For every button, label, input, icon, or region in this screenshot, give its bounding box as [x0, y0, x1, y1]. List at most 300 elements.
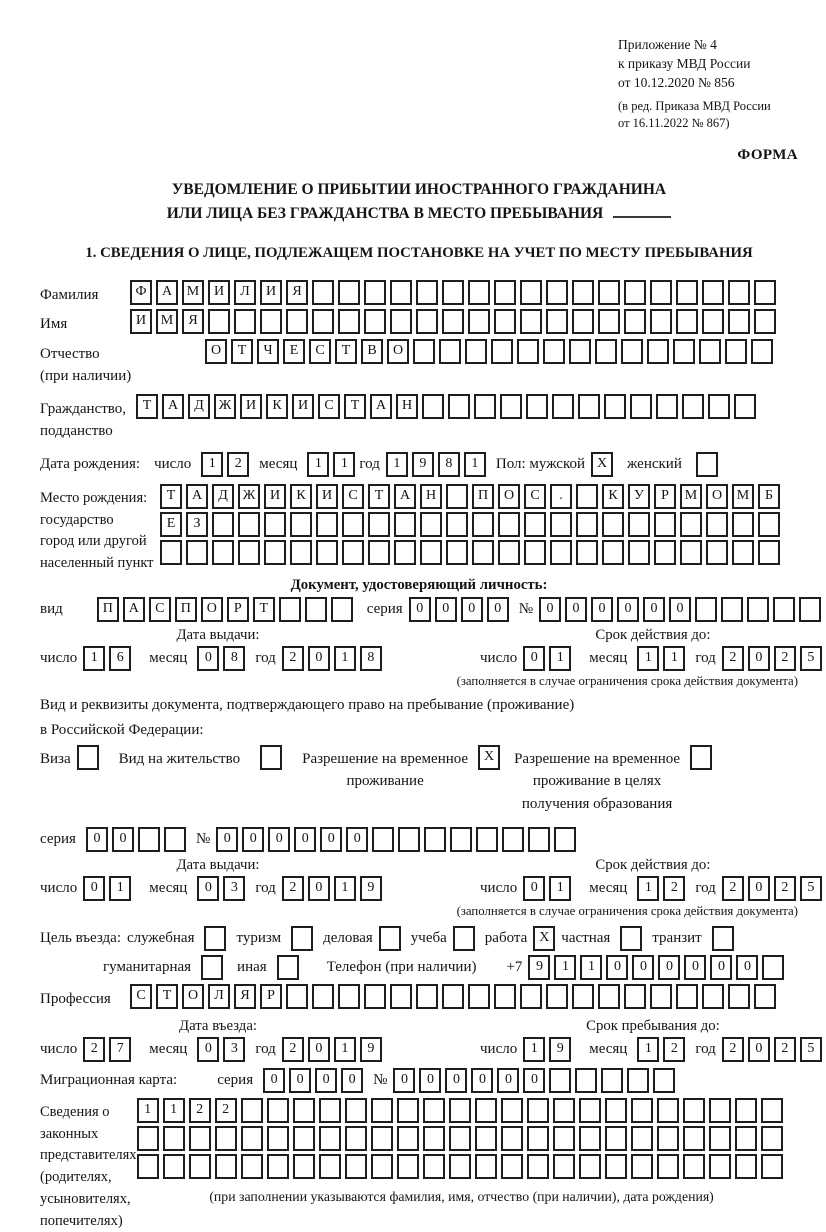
char-cell[interactable] — [491, 339, 513, 364]
char-cell[interactable]: 0 — [308, 646, 330, 671]
visa-checkbox[interactable] — [77, 745, 99, 770]
char-cell[interactable]: Е — [160, 512, 182, 537]
char-cell[interactable] — [241, 1098, 263, 1123]
char-cell[interactable]: С — [149, 597, 171, 622]
char-cell[interactable]: М — [156, 309, 178, 334]
char-cell[interactable]: А — [186, 484, 208, 509]
char-cell[interactable]: 1 — [637, 876, 659, 901]
char-cell[interactable] — [527, 1098, 549, 1123]
char-cell[interactable]: 3 — [223, 1037, 245, 1062]
char-cell[interactable]: М — [732, 484, 754, 509]
char-cell[interactable] — [747, 597, 769, 622]
char-cell[interactable] — [189, 1126, 211, 1151]
char-cell[interactable] — [472, 540, 494, 565]
char-cell[interactable] — [345, 1126, 367, 1151]
char-cell[interactable]: С — [342, 484, 364, 509]
char-cell[interactable] — [312, 280, 334, 305]
char-cell[interactable]: 0 — [461, 597, 483, 622]
purpose-study-checkbox[interactable] — [453, 926, 475, 951]
char-cell[interactable]: М — [182, 280, 204, 305]
char-cell[interactable]: 0 — [268, 827, 290, 852]
char-cell[interactable] — [657, 1126, 679, 1151]
char-cell[interactable]: Т — [156, 984, 178, 1009]
char-cell[interactable]: 0 — [263, 1068, 285, 1093]
char-cell[interactable] — [628, 540, 650, 565]
char-cell[interactable] — [413, 339, 435, 364]
char-cell[interactable] — [650, 280, 672, 305]
char-cell[interactable] — [371, 1098, 393, 1123]
char-cell[interactable] — [501, 1098, 523, 1123]
char-cell[interactable] — [595, 339, 617, 364]
char-cell[interactable] — [761, 1126, 783, 1151]
char-cell[interactable] — [420, 512, 442, 537]
char-cell[interactable] — [695, 597, 717, 622]
char-cell[interactable] — [576, 484, 598, 509]
char-cell[interactable] — [702, 309, 724, 334]
char-cell[interactable]: 0 — [346, 827, 368, 852]
char-cell[interactable]: 2 — [722, 876, 744, 901]
char-cell[interactable]: 0 — [419, 1068, 441, 1093]
char-cell[interactable]: 2 — [774, 876, 796, 901]
char-cell[interactable] — [364, 309, 386, 334]
char-cell[interactable]: 1 — [307, 452, 329, 477]
char-cell[interactable]: 2 — [282, 1037, 304, 1062]
char-cell[interactable] — [422, 394, 444, 419]
char-cell[interactable]: 5 — [800, 1037, 822, 1062]
char-cell[interactable]: 0 — [487, 597, 509, 622]
char-cell[interactable]: 0 — [684, 955, 706, 980]
char-cell[interactable]: 2 — [774, 1037, 796, 1062]
char-cell[interactable] — [290, 512, 312, 537]
char-cell[interactable] — [238, 540, 260, 565]
char-cell[interactable]: 0 — [565, 597, 587, 622]
char-cell[interactable]: А — [370, 394, 392, 419]
char-cell[interactable] — [267, 1126, 289, 1151]
char-cell[interactable] — [683, 1154, 705, 1179]
purpose-other-checkbox[interactable] — [277, 955, 299, 980]
char-cell[interactable] — [475, 1154, 497, 1179]
char-cell[interactable]: 8 — [438, 452, 460, 477]
char-cell[interactable] — [773, 597, 795, 622]
char-cell[interactable] — [189, 1154, 211, 1179]
char-cell[interactable] — [446, 484, 468, 509]
char-cell[interactable]: У — [628, 484, 650, 509]
char-cell[interactable] — [138, 827, 160, 852]
char-cell[interactable]: 0 — [308, 876, 330, 901]
char-cell[interactable] — [372, 827, 394, 852]
char-cell[interactable] — [449, 1154, 471, 1179]
char-cell[interactable] — [316, 512, 338, 537]
char-cell[interactable]: 0 — [308, 1037, 330, 1062]
char-cell[interactable]: О — [201, 597, 223, 622]
char-cell[interactable]: О — [387, 339, 409, 364]
char-cell[interactable] — [290, 540, 312, 565]
char-cell[interactable]: 1 — [83, 646, 105, 671]
char-cell[interactable] — [758, 512, 780, 537]
char-cell[interactable]: 1 — [549, 876, 571, 901]
char-cell[interactable] — [676, 309, 698, 334]
char-cell[interactable] — [735, 1126, 757, 1151]
char-cell[interactable] — [137, 1126, 159, 1151]
char-cell[interactable] — [338, 309, 360, 334]
char-cell[interactable]: И — [264, 484, 286, 509]
char-cell[interactable] — [657, 1098, 679, 1123]
purpose-tourism-checkbox[interactable] — [291, 926, 313, 951]
char-cell[interactable] — [390, 309, 412, 334]
char-cell[interactable] — [501, 1126, 523, 1151]
char-cell[interactable] — [474, 394, 496, 419]
char-cell[interactable] — [732, 512, 754, 537]
char-cell[interactable]: М — [680, 484, 702, 509]
char-cell[interactable]: 9 — [412, 452, 434, 477]
char-cell[interactable]: Т — [344, 394, 366, 419]
char-cell[interactable] — [576, 512, 598, 537]
char-cell[interactable]: 0 — [643, 597, 665, 622]
char-cell[interactable] — [338, 984, 360, 1009]
char-cell[interactable] — [345, 1154, 367, 1179]
char-cell[interactable]: 9 — [528, 955, 550, 980]
purpose-business-checkbox[interactable] — [379, 926, 401, 951]
char-cell[interactable] — [442, 984, 464, 1009]
char-cell[interactable] — [554, 827, 576, 852]
char-cell[interactable]: . — [550, 484, 572, 509]
char-cell[interactable] — [604, 394, 626, 419]
char-cell[interactable]: Р — [654, 484, 676, 509]
char-cell[interactable]: К — [266, 394, 288, 419]
char-cell[interactable] — [517, 339, 539, 364]
char-cell[interactable]: Л — [208, 984, 230, 1009]
char-cell[interactable] — [579, 1154, 601, 1179]
residence-checkbox[interactable] — [260, 745, 282, 770]
char-cell[interactable]: К — [602, 484, 624, 509]
char-cell[interactable]: Т — [253, 597, 275, 622]
char-cell[interactable] — [241, 1126, 263, 1151]
char-cell[interactable] — [476, 827, 498, 852]
char-cell[interactable] — [576, 540, 598, 565]
char-cell[interactable] — [650, 309, 672, 334]
char-cell[interactable]: 1 — [201, 452, 223, 477]
char-cell[interactable]: 0 — [632, 955, 654, 980]
char-cell[interactable] — [286, 309, 308, 334]
char-cell[interactable]: 1 — [663, 646, 685, 671]
char-cell[interactable]: Т — [136, 394, 158, 419]
char-cell[interactable]: 1 — [554, 955, 576, 980]
char-cell[interactable] — [754, 984, 776, 1009]
char-cell[interactable] — [264, 512, 286, 537]
char-cell[interactable]: И — [130, 309, 152, 334]
char-cell[interactable] — [338, 280, 360, 305]
char-cell[interactable] — [598, 309, 620, 334]
char-cell[interactable] — [264, 540, 286, 565]
char-cell[interactable] — [316, 540, 338, 565]
char-cell[interactable]: 2 — [282, 876, 304, 901]
char-cell[interactable] — [602, 512, 624, 537]
char-cell[interactable] — [527, 1126, 549, 1151]
char-cell[interactable] — [397, 1098, 419, 1123]
char-cell[interactable] — [498, 540, 520, 565]
char-cell[interactable] — [312, 984, 334, 1009]
char-cell[interactable]: 0 — [216, 827, 238, 852]
char-cell[interactable]: 8 — [360, 646, 382, 671]
char-cell[interactable] — [524, 512, 546, 537]
char-cell[interactable]: 0 — [197, 1037, 219, 1062]
char-cell[interactable] — [553, 1126, 575, 1151]
char-cell[interactable] — [761, 1098, 783, 1123]
char-cell[interactable]: 0 — [86, 827, 108, 852]
char-cell[interactable] — [680, 512, 702, 537]
char-cell[interactable]: 0 — [748, 876, 770, 901]
char-cell[interactable]: 1 — [580, 955, 602, 980]
char-cell[interactable] — [364, 280, 386, 305]
char-cell[interactable]: Н — [396, 394, 418, 419]
char-cell[interactable]: 9 — [360, 876, 382, 901]
char-cell[interactable] — [468, 984, 490, 1009]
char-cell[interactable]: Д — [212, 484, 234, 509]
char-cell[interactable]: В — [361, 339, 383, 364]
char-cell[interactable]: 5 — [800, 876, 822, 901]
char-cell[interactable]: 0 — [409, 597, 431, 622]
char-cell[interactable]: А — [162, 394, 184, 419]
char-cell[interactable] — [212, 512, 234, 537]
char-cell[interactable] — [293, 1154, 315, 1179]
char-cell[interactable]: 7 — [109, 1037, 131, 1062]
char-cell[interactable] — [342, 540, 364, 565]
char-cell[interactable] — [528, 827, 550, 852]
char-cell[interactable] — [465, 339, 487, 364]
purpose-humanitarian-checkbox[interactable] — [201, 955, 223, 980]
char-cell[interactable]: 9 — [549, 1037, 571, 1062]
char-cell[interactable]: 0 — [669, 597, 691, 622]
char-cell[interactable]: П — [472, 484, 494, 509]
char-cell[interactable] — [601, 1068, 623, 1093]
char-cell[interactable]: 0 — [539, 597, 561, 622]
char-cell[interactable] — [758, 540, 780, 565]
char-cell[interactable] — [137, 1154, 159, 1179]
char-cell[interactable]: Т — [335, 339, 357, 364]
char-cell[interactable] — [605, 1098, 627, 1123]
char-cell[interactable] — [267, 1098, 289, 1123]
char-cell[interactable]: 1 — [637, 1037, 659, 1062]
char-cell[interactable]: 0 — [658, 955, 680, 980]
char-cell[interactable] — [345, 1098, 367, 1123]
char-cell[interactable] — [754, 309, 776, 334]
char-cell[interactable] — [708, 394, 730, 419]
char-cell[interactable]: О — [706, 484, 728, 509]
char-cell[interactable] — [163, 1126, 185, 1151]
char-cell[interactable] — [424, 827, 446, 852]
char-cell[interactable]: О — [182, 984, 204, 1009]
char-cell[interactable] — [215, 1154, 237, 1179]
purpose-private-checkbox[interactable] — [620, 926, 642, 951]
char-cell[interactable]: 0 — [197, 646, 219, 671]
char-cell[interactable]: Я — [234, 984, 256, 1009]
char-cell[interactable] — [416, 280, 438, 305]
char-cell[interactable] — [398, 827, 420, 852]
char-cell[interactable] — [420, 540, 442, 565]
char-cell[interactable] — [241, 1154, 263, 1179]
char-cell[interactable]: 0 — [242, 827, 264, 852]
female-checkbox[interactable] — [696, 452, 718, 477]
char-cell[interactable]: А — [123, 597, 145, 622]
char-cell[interactable] — [762, 955, 784, 980]
char-cell[interactable]: 2 — [722, 646, 744, 671]
char-cell[interactable] — [442, 309, 464, 334]
char-cell[interactable] — [494, 309, 516, 334]
temp-permit-checkbox[interactable]: X — [478, 745, 500, 770]
char-cell[interactable] — [468, 280, 490, 305]
char-cell[interactable] — [650, 984, 672, 1009]
char-cell[interactable] — [624, 280, 646, 305]
char-cell[interactable] — [631, 1154, 653, 1179]
char-cell[interactable] — [761, 1154, 783, 1179]
char-cell[interactable]: Л — [234, 280, 256, 305]
char-cell[interactable] — [371, 1154, 393, 1179]
char-cell[interactable] — [728, 309, 750, 334]
char-cell[interactable] — [449, 1098, 471, 1123]
char-cell[interactable]: З — [186, 512, 208, 537]
char-cell[interactable]: П — [175, 597, 197, 622]
char-cell[interactable]: 0 — [471, 1068, 493, 1093]
char-cell[interactable]: 0 — [748, 1037, 770, 1062]
char-cell[interactable] — [657, 1154, 679, 1179]
char-cell[interactable] — [394, 540, 416, 565]
char-cell[interactable] — [721, 597, 743, 622]
char-cell[interactable] — [164, 827, 186, 852]
char-cell[interactable]: 0 — [341, 1068, 363, 1093]
char-cell[interactable]: 2 — [215, 1098, 237, 1123]
char-cell[interactable] — [579, 1126, 601, 1151]
char-cell[interactable] — [520, 309, 542, 334]
char-cell[interactable] — [553, 1098, 575, 1123]
char-cell[interactable] — [680, 540, 702, 565]
char-cell[interactable] — [215, 1126, 237, 1151]
char-cell[interactable] — [550, 540, 572, 565]
char-cell[interactable] — [368, 540, 390, 565]
char-cell[interactable] — [728, 984, 750, 1009]
char-cell[interactable]: 9 — [360, 1037, 382, 1062]
char-cell[interactable]: 0 — [523, 1068, 545, 1093]
char-cell[interactable] — [160, 540, 182, 565]
char-cell[interactable] — [630, 394, 652, 419]
char-cell[interactable] — [572, 984, 594, 1009]
purpose-official-checkbox[interactable] — [204, 926, 226, 951]
char-cell[interactable]: Р — [227, 597, 249, 622]
char-cell[interactable]: 1 — [386, 452, 408, 477]
char-cell[interactable]: Б — [758, 484, 780, 509]
char-cell[interactable] — [702, 280, 724, 305]
char-cell[interactable]: Е — [283, 339, 305, 364]
char-cell[interactable] — [468, 309, 490, 334]
char-cell[interactable] — [728, 280, 750, 305]
char-cell[interactable]: 0 — [294, 827, 316, 852]
char-cell[interactable] — [598, 280, 620, 305]
char-cell[interactable]: С — [130, 984, 152, 1009]
char-cell[interactable]: 2 — [722, 1037, 744, 1062]
char-cell[interactable] — [500, 394, 522, 419]
char-cell[interactable] — [579, 1098, 601, 1123]
char-cell[interactable] — [416, 984, 438, 1009]
char-cell[interactable] — [605, 1154, 627, 1179]
char-cell[interactable]: 0 — [591, 597, 613, 622]
char-cell[interactable]: 2 — [189, 1098, 211, 1123]
char-cell[interactable] — [631, 1126, 653, 1151]
char-cell[interactable]: 2 — [663, 1037, 685, 1062]
char-cell[interactable] — [605, 1126, 627, 1151]
char-cell[interactable] — [186, 540, 208, 565]
char-cell[interactable] — [416, 309, 438, 334]
char-cell[interactable] — [709, 1098, 731, 1123]
char-cell[interactable] — [624, 309, 646, 334]
char-cell[interactable]: О — [498, 484, 520, 509]
char-cell[interactable] — [572, 280, 594, 305]
char-cell[interactable]: 1 — [334, 646, 356, 671]
edu-permit-checkbox[interactable] — [690, 745, 712, 770]
char-cell[interactable] — [550, 512, 572, 537]
char-cell[interactable] — [371, 1126, 393, 1151]
char-cell[interactable] — [676, 984, 698, 1009]
char-cell[interactable] — [423, 1098, 445, 1123]
char-cell[interactable]: С — [309, 339, 331, 364]
char-cell[interactable] — [546, 309, 568, 334]
char-cell[interactable] — [709, 1154, 731, 1179]
char-cell[interactable] — [319, 1098, 341, 1123]
char-cell[interactable] — [543, 339, 565, 364]
char-cell[interactable] — [706, 512, 728, 537]
char-cell[interactable]: 8 — [223, 646, 245, 671]
char-cell[interactable] — [683, 1126, 705, 1151]
char-cell[interactable] — [448, 394, 470, 419]
char-cell[interactable]: П — [97, 597, 119, 622]
char-cell[interactable] — [286, 984, 308, 1009]
char-cell[interactable] — [624, 984, 646, 1009]
char-cell[interactable]: К — [290, 484, 312, 509]
char-cell[interactable] — [212, 540, 234, 565]
char-cell[interactable]: 1 — [464, 452, 486, 477]
char-cell[interactable] — [553, 1154, 575, 1179]
char-cell[interactable] — [163, 1154, 185, 1179]
char-cell[interactable] — [368, 512, 390, 537]
char-cell[interactable] — [397, 1126, 419, 1151]
char-cell[interactable] — [572, 309, 594, 334]
char-cell[interactable] — [494, 984, 516, 1009]
char-cell[interactable] — [647, 339, 669, 364]
char-cell[interactable]: 2 — [663, 876, 685, 901]
char-cell[interactable] — [569, 339, 591, 364]
char-cell[interactable] — [475, 1098, 497, 1123]
char-cell[interactable] — [364, 984, 386, 1009]
char-cell[interactable]: Ч — [257, 339, 279, 364]
char-cell[interactable] — [472, 512, 494, 537]
char-cell[interactable]: 3 — [223, 876, 245, 901]
char-cell[interactable] — [498, 512, 520, 537]
char-cell[interactable] — [682, 394, 704, 419]
char-cell[interactable]: 2 — [774, 646, 796, 671]
char-cell[interactable] — [706, 540, 728, 565]
char-cell[interactable] — [260, 309, 282, 334]
char-cell[interactable]: 1 — [334, 1037, 356, 1062]
char-cell[interactable] — [602, 540, 624, 565]
char-cell[interactable] — [656, 394, 678, 419]
char-cell[interactable]: А — [394, 484, 416, 509]
char-cell[interactable] — [751, 339, 773, 364]
char-cell[interactable]: 1 — [137, 1098, 159, 1123]
char-cell[interactable] — [598, 984, 620, 1009]
char-cell[interactable] — [546, 984, 568, 1009]
char-cell[interactable] — [709, 1126, 731, 1151]
char-cell[interactable]: Ф — [130, 280, 152, 305]
char-cell[interactable] — [475, 1126, 497, 1151]
char-cell[interactable] — [546, 280, 568, 305]
